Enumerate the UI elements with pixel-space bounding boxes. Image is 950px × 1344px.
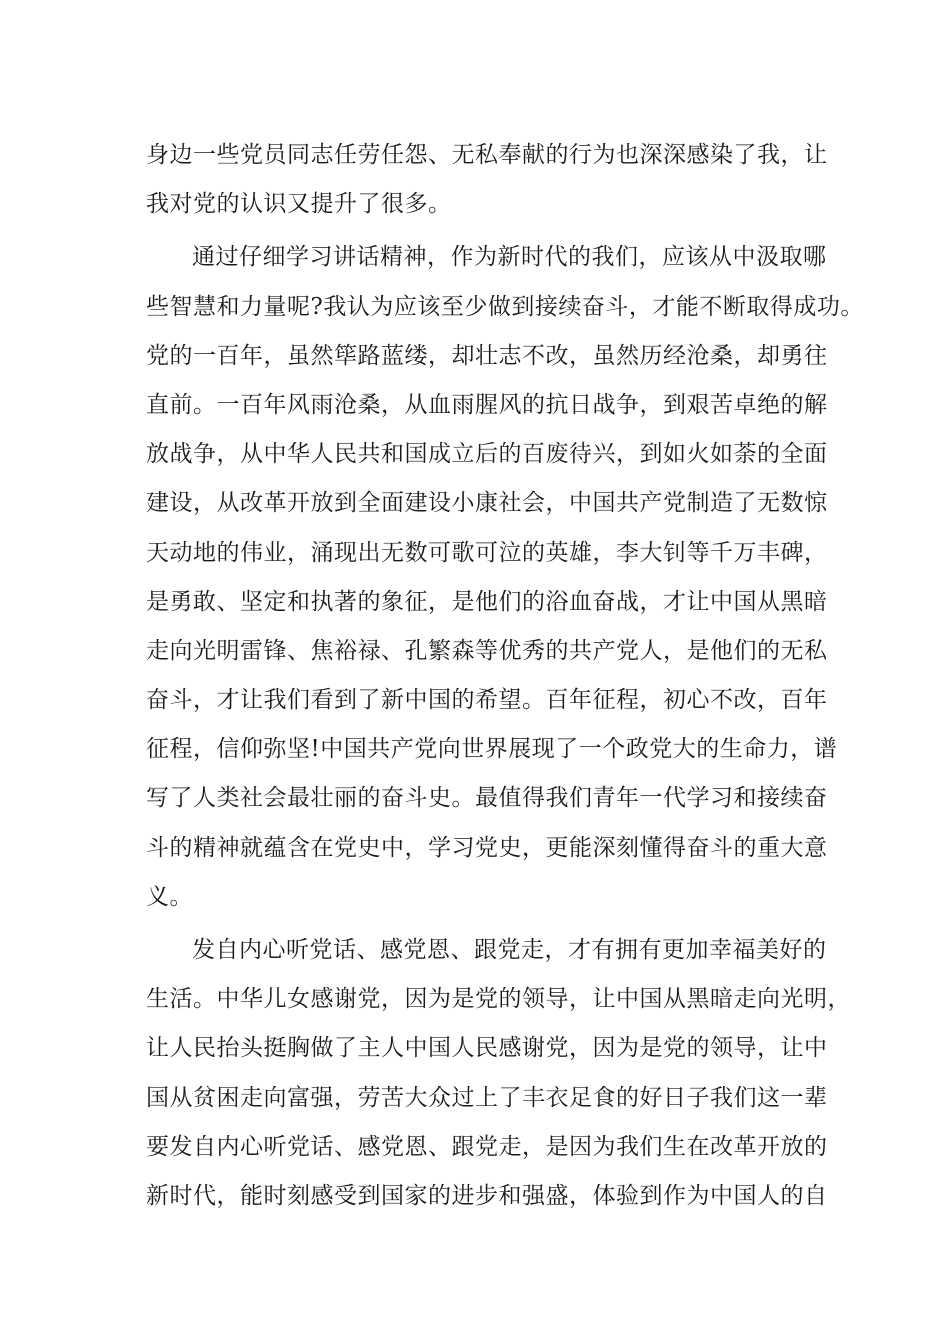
paragraph: [146, 926, 851, 1221]
text-line: 写了人类社会最壮丽的奋斗史。最值得我们青年一代学习和接续奋: [146, 785, 828, 812]
text-line: 放战争，从中华人民共和国成立后的百废待兴，到如火如荼的全面: [146, 441, 828, 468]
text-line: 要发自内心听党话、感党恩、跟党走，是因为我们生在改革开放的: [146, 1133, 828, 1160]
text-line: 发自内心听党话、感党恩、跟党走，才有拥有更加幸福美好的: [192, 937, 827, 963]
text-line: 走向光明雷锋、焦裕禄、孔繁森等优秀的共产党人，是他们的无私: [146, 637, 828, 664]
text-line: 我对党的认识又提升了很多。: [146, 191, 452, 218]
text-line: 生活。中华儿女感谢党，因为是党的领导，让中国从黑暗走向光明，: [146, 986, 851, 1013]
text-line: 国从贫困走向富强，劳苦大众过上了丰衣足食的好日子我们这一辈: [146, 1084, 828, 1111]
text-line: 征程，信仰弥坚!中国共产党向世界展现了一个政党大的生命力，谱: [146, 736, 838, 763]
text-line: 身边一些党员同志任劳任怨、无私奉献的行为也深深感染了我，让: [146, 142, 828, 168]
text-line: 直前。一百年风雨沧桑，从血雨腥风的抗日战争，到艰苦卓绝的解: [146, 391, 828, 418]
text-line: 义。: [146, 883, 193, 910]
document-body: [146, 131, 864, 1221]
text-line: 是勇敢、坚定和执著的象征，是他们的浴血奋战，才让中国从黑暗: [146, 588, 828, 615]
paragraph: [146, 233, 864, 922]
paragraph: [146, 131, 828, 229]
text-line: 让人民抬头挺胸做了主人中国人民感谢党，因为是党的领导，让中: [146, 1035, 828, 1062]
text-line: 天动地的伟业，涌现出无数可歌可泣的英雄，李大钊等千万丰碑，: [146, 539, 828, 566]
text-line: 新时代，能时刻感受到国家的进步和强盛，体验到作为中国人的自: [146, 1182, 828, 1209]
text-line: 建设，从改革开放到全面建设小康社会，中国共产党制造了无数惊: [146, 490, 828, 517]
text-line: 党的一百年，虽然筚路蓝缕，却壮志不改，虽然历经沧桑，却勇往: [146, 342, 828, 369]
text-line: 些智慧和力量呢?我认为应该至少做到接续奋斗，才能不断取得成功。: [146, 293, 864, 320]
text-line: 奋斗，才让我们看到了新中国的希望。百年征程，初心不改，百年: [146, 687, 828, 714]
text-line: 通过仔细学习讲话精神，作为新时代的我们，应该从中汲取哪: [192, 244, 827, 271]
text-line: 斗的精神就蕴含在党史中，学习党史，更能深刻懂得奋斗的重大意: [146, 834, 828, 861]
